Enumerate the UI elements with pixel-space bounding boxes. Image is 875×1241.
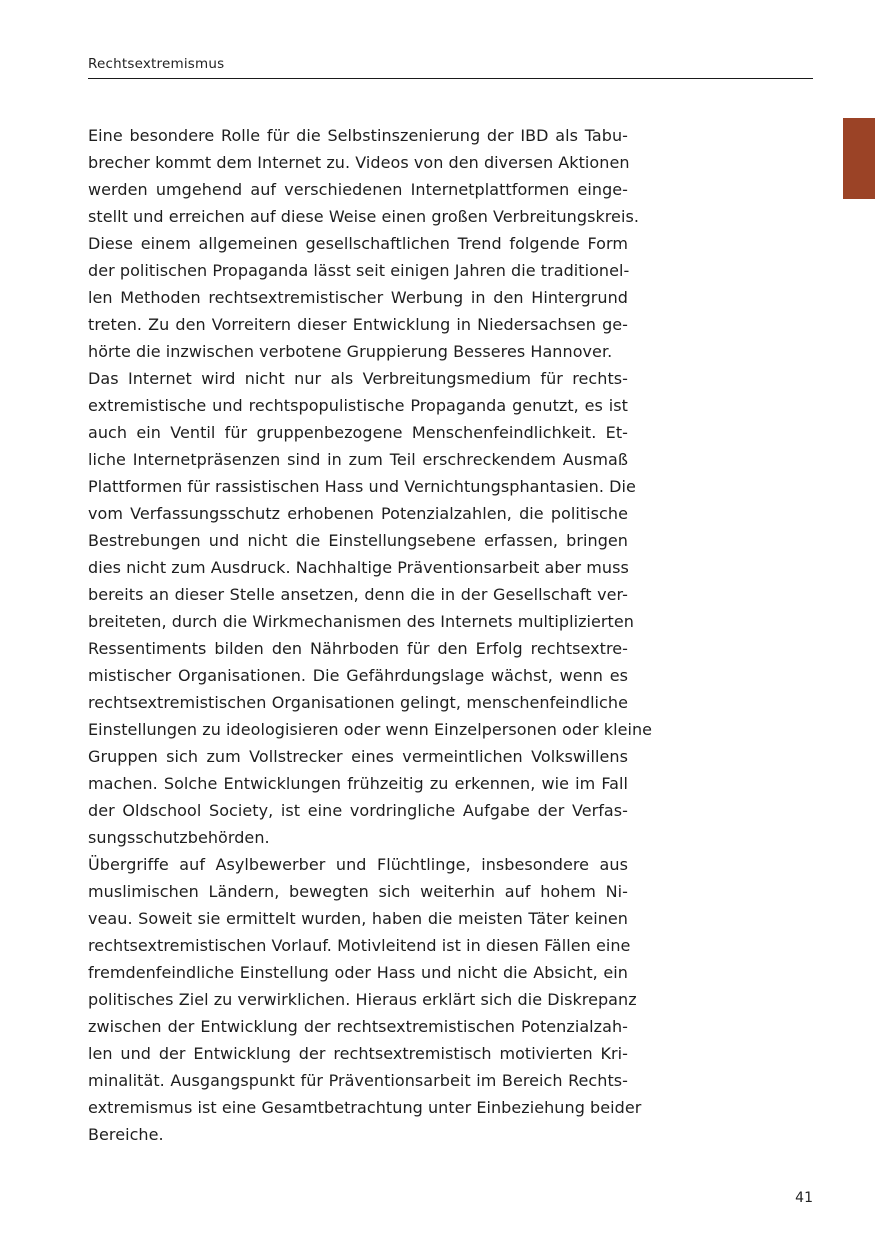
text-line: len und der Entwicklung der rechtsextremistisch motivierten Kri- xyxy=(88,1044,628,1063)
text-line: Das Internet wird nicht nur als Verbreitungsmedium für rechts- xyxy=(88,369,628,388)
text-line: len Methoden rechtsextremistischer Werbung in den Hintergrund xyxy=(88,288,628,307)
text-line: Ressentiments bilden den Nährboden für den Erfolg rechtsextre- xyxy=(88,639,628,658)
text-line: machen. Solche Entwicklungen frühzeitig zu erkennen, wie im Fall xyxy=(88,774,628,793)
page-number: 41 xyxy=(795,1190,813,1206)
text-line: mistischer Organisationen. Die Gefährdungslage wächst, wenn es xyxy=(88,666,628,685)
text-line: rechtsextremistischen Vorlauf. Motivleitend ist in diesen Fällen eine xyxy=(88,936,631,955)
chapter-thumb-tab xyxy=(843,118,875,199)
text-line: treten. Zu den Vorreitern dieser Entwicklung in Niedersachsen ge- xyxy=(88,315,628,334)
text-line: breiteten, durch die Wirkmechanismen des Internets multiplizierten xyxy=(88,612,634,631)
text-line: Bestrebungen und nicht die Einstellungsebene erfassen, bringen xyxy=(88,531,628,550)
text-line: extremistische und rechtspopulistische Propaganda genutzt, es ist xyxy=(88,396,628,415)
text-line: muslimischen Ländern, bewegten sich weiterhin auf hohem Ni- xyxy=(88,882,628,901)
running-header: Rechtsextremismus xyxy=(88,56,225,72)
text-line: stellt und erreichen auf diese Weise einen großen Verbreitungskreis. xyxy=(88,207,639,226)
text-line: Plattformen für rassistischen Hass und Vernichtungsphantasien. Die xyxy=(88,477,636,496)
text-line: extremismus ist eine Gesamtbetrachtung unter Einbeziehung beider xyxy=(88,1098,642,1117)
text-line: veau. Soweit sie ermittelt wurden, haben die meisten Täter keinen xyxy=(88,909,628,928)
text-line: der politischen Propaganda lässt seit einigen Jahren die traditionel- xyxy=(88,261,630,280)
text-line: fremdenfeindliche Einstellung oder Hass und nicht die Absicht, ein xyxy=(88,963,628,982)
body-text xyxy=(88,122,653,1148)
text-line: brecher kommt dem Internet zu. Videos von den diversen Aktionen xyxy=(88,153,630,172)
header-rule xyxy=(88,78,813,79)
text-line: Übergriffe auf Asylbewerber und Flüchtlinge, insbesondere aus xyxy=(88,855,628,874)
text-line: hörte die inzwischen verbotene Gruppierung Besseres Hannover. xyxy=(88,342,613,361)
text-line: zwischen der Entwicklung der rechtsextremistischen Potenzialzah- xyxy=(88,1017,628,1036)
text-line: Eine besondere Rolle für die Selbstinszenierung der IBD als Tabu- xyxy=(88,126,628,145)
text-line: politisches Ziel zu verwirklichen. Hieraus erklärt sich die Diskrepanz xyxy=(88,990,637,1009)
text-line: Diese einem allgemeinen gesellschaftlichen Trend folgende Form xyxy=(88,234,628,253)
text-line: Einstellungen zu ideologisieren oder wenn Einzelpersonen oder kleine xyxy=(88,720,653,739)
text-line: Bereiche. xyxy=(88,1125,164,1144)
text-line: dies nicht zum Ausdruck. Nachhaltige Präventionsarbeit aber muss xyxy=(88,558,629,577)
text-line: werden umgehend auf verschiedenen Internetplattformen einge- xyxy=(88,180,628,199)
text-line: der Oldschool Society, ist eine vordringliche Aufgabe der Verfas- xyxy=(88,801,628,820)
text-line: rechtsextremistischen Organisationen gelingt, menschenfeindliche xyxy=(88,693,628,712)
text-line: Gruppen sich zum Vollstrecker eines vermeintlichen Volkswillens xyxy=(88,747,628,766)
text-line: bereits an dieser Stelle ansetzen, denn die in der Gesellschaft ver- xyxy=(88,585,628,604)
text-line: liche Internetpräsenzen sind in zum Teil erschreckendem Ausmaß xyxy=(88,450,628,469)
text-line: vom Verfassungsschutz erhobenen Potenzialzahlen, die politische xyxy=(88,504,628,523)
text-line: minalität. Ausgangspunkt für Präventionsarbeit im Bereich Rechts- xyxy=(88,1071,628,1090)
text-line: auch ein Ventil für gruppenbezogene Menschenfeindlichkeit. Et- xyxy=(88,423,628,442)
text-line: sungsschutzbehörden. xyxy=(88,828,270,847)
